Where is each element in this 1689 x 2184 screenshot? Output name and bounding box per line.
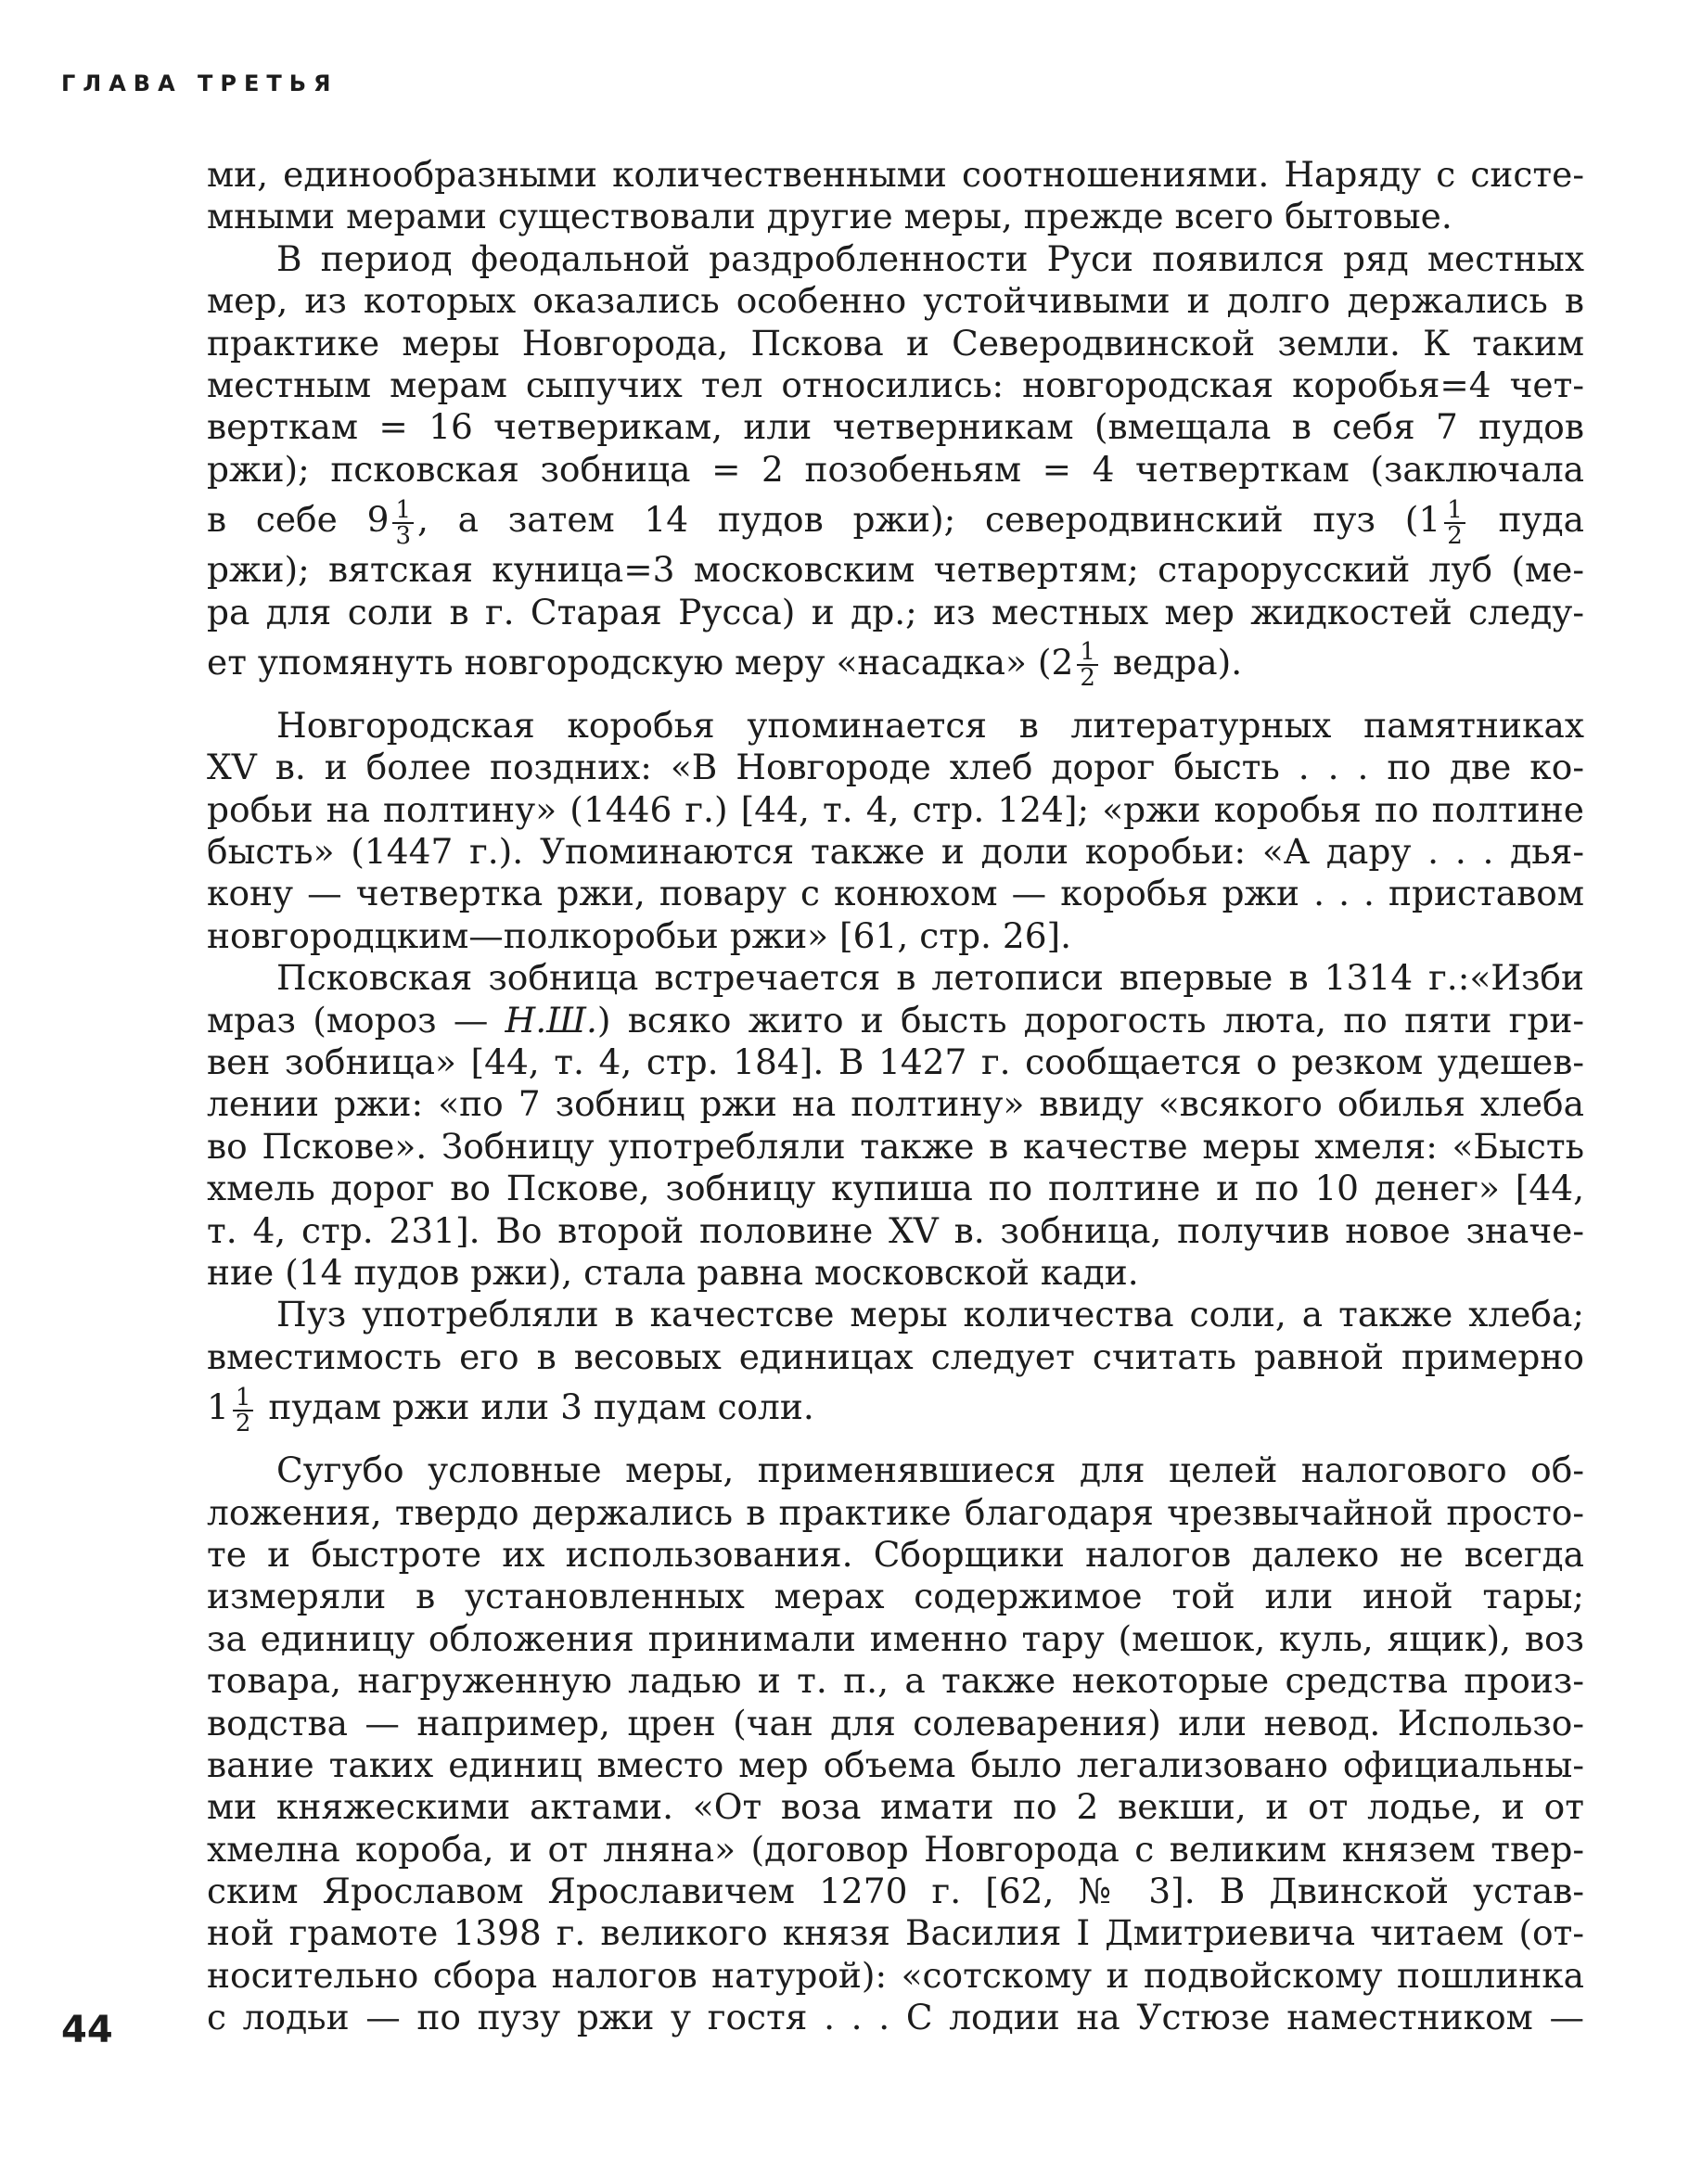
text-fragment: ведра). xyxy=(1101,641,1243,683)
text-line xyxy=(207,491,1584,549)
text-line: В период феодальной раздробленности Руси появился ряд местных xyxy=(276,237,1584,279)
text-line: ским Ярославом Ярославичем 1270 г. [62, № 3]. В Двинской устав- xyxy=(207,1871,1584,1912)
text-line: местным мерам сыпучих тел относились: новгородская коробья=4 чет- xyxy=(207,364,1584,405)
author-initials: Н.Ш. xyxy=(505,999,597,1041)
text-line: практике меры Новгорода, Пскова и Северодвинской земли. К таким xyxy=(207,322,1584,364)
text-line: ржи); вятская куница=3 московским четвертям; старорусский луб (ме- xyxy=(207,549,1584,591)
text-fragment: ) всяко жито и бысть дорогость люта, по пяти гри- xyxy=(596,999,1584,1041)
text-line: ложения, твердо держались в практике благодаря чрезвычайной просто- xyxy=(207,1491,1584,1533)
fraction-one-half xyxy=(1444,495,1465,550)
text-fragment: в себе 9 xyxy=(207,499,390,541)
text-fragment: пудам ржи или 3 пудам соли. xyxy=(257,1386,814,1428)
text-line xyxy=(207,1000,1584,1041)
fraction-denominator: 3 xyxy=(395,521,411,550)
running-head: ГЛАВА ТРЕТЬЯ xyxy=(61,70,339,96)
text-fragment: , а затем 14 пудов ржи); северодвинский пуз (1 xyxy=(416,499,1441,541)
fraction-numerator: 1 xyxy=(1077,640,1098,666)
text-line: ми, единообразными количественными соотношениями. Наряду с систе- xyxy=(207,154,1584,195)
paragraph-6 xyxy=(207,1450,1584,2038)
text-fragment: ет упомянуть новгородскую меру «насадка» (2 xyxy=(207,641,1074,683)
text-line: XV в. и более поздних: «В Новгороде хлеб дорог бысть . . . по две ко- xyxy=(207,747,1584,788)
text-line: ра для соли в г. Старая Русса) и др.; из местных мер жидкостей следу- xyxy=(207,591,1584,632)
fraction-denominator: 2 xyxy=(235,1409,251,1437)
fraction-one-third xyxy=(392,495,414,550)
text-line: Новгородская коробья упоминается в литературных памятниках xyxy=(276,704,1584,746)
body-text xyxy=(207,154,1584,2039)
text-line: вместимость его в весовых единицах следует считать равной примерно xyxy=(207,1335,1584,1377)
fraction-one-half xyxy=(1077,638,1098,693)
paragraph-2 xyxy=(207,238,1584,692)
text-line: вен зобница» [44, т. 4, стр. 184]. В 1427 г. сообщается о резком удешев- xyxy=(207,1041,1584,1083)
text-fragment: мраз (мороз — xyxy=(207,999,505,1041)
text-line: измеряли в установленных мерах содержимое той или иной тары; xyxy=(207,1576,1584,1617)
fraction-numerator: 1 xyxy=(1444,498,1465,524)
fraction-numerator: 1 xyxy=(233,1386,254,1411)
paragraph-1 xyxy=(207,154,1584,238)
text-line: ние (14 пудов ржи), стала равна московской кади. xyxy=(207,1251,1139,1293)
paragraph-3 xyxy=(207,705,1584,957)
text-fragment: пуда xyxy=(1468,499,1584,541)
text-line: верткам = 16 четверикам, или четверникам (вмещала в себя 7 пудов xyxy=(207,406,1584,448)
text-line: мными мерами существовали другие меры, прежде всего бытовые. xyxy=(207,196,1452,237)
text-line: хмелна короба, и от лняна» (договор Новгорода с великим князем твер- xyxy=(207,1828,1584,1870)
text-line: т. 4, стр. 231]. Во второй половине XV в. зобница, получив новое значе- xyxy=(207,1209,1584,1251)
fraction-one-half xyxy=(233,1383,254,1437)
text-line: хмель дорог во Пскове, зобницу купиша по полтине и по 10 денег» [44, xyxy=(207,1168,1584,1209)
text-line: ной грамоте 1398 г. великого князя Василия I Дмитриевича читаем (от- xyxy=(207,1912,1584,1954)
page-number: 44 xyxy=(61,2009,113,2051)
text-line: Псковская зобница встречается в летописи впервые в 1314 г.:«Изби xyxy=(276,957,1584,999)
text-line: во Пскове». Зобницу употребляли также в качестве меры хмеля: «Бысть xyxy=(207,1125,1584,1167)
text-line: мер, из которых оказались особенно устойчивыми и долго держались в xyxy=(207,280,1584,322)
text-line: водства — например, црен (чан для солеварения) или невод. Использо- xyxy=(207,1702,1584,1743)
text-line: ми княжескими актами. «От воза имати по 2 векши, и от лодье, и от xyxy=(207,1786,1584,1828)
text-line: ржи); псковская зобница = 2 позобеньям = 4 четверткам (заключала xyxy=(207,448,1584,490)
text-line: с лодьи — по пузу ржи у гостя . . . С лодии на Устюзе наместником — xyxy=(207,1997,1584,2038)
text-line: Пуз употребляли в качестсве меры количества соли, а также хлеба; xyxy=(276,1294,1584,1335)
text-line: новгородцким—полкоробьи ржи» [61, стр. 26]. xyxy=(207,914,1072,956)
text-line: робьи на полтину» (1446 г.) [44, т. 4, стр. 124]; «ржи коробья по полтине xyxy=(207,788,1584,830)
text-line: бысть» (1447 г.). Упоминаются также и доли коробьи: «А дару . . . дья- xyxy=(207,831,1584,873)
paragraph-4 xyxy=(207,957,1584,1294)
fraction-denominator: 2 xyxy=(1447,521,1463,550)
text-line: Сугубо условные меры, применявшиеся для целей налогового об- xyxy=(276,1450,1584,1491)
text-line: вание таких единиц вместо мер объема было легализовано официальны- xyxy=(207,1743,1584,1785)
fraction-denominator: 2 xyxy=(1080,664,1095,693)
text-line: товара, нагруженную ладью и т. п., а также некоторые средства произ- xyxy=(207,1660,1584,1702)
text-fragment: 1 xyxy=(207,1386,229,1428)
fraction-numerator: 1 xyxy=(392,498,414,524)
text-line: носительно сбора налогов натурой): «сотскому и подвойскому пошлинка xyxy=(207,1954,1584,1996)
text-line xyxy=(207,633,1584,692)
text-line: за единицу обложения принимали именно тару (мешок, куль, ящик), воз xyxy=(207,1617,1584,1659)
paragraph-5 xyxy=(207,1294,1584,1437)
text-line: те и быстроте их использования. Сборщики налогов далеко не всегда xyxy=(207,1533,1584,1575)
text-line: кону — четвертка ржи, повару с конюхом — коробья ржи . . . приставом xyxy=(207,873,1584,914)
text-line: лении ржи: «по 7 зобниц ржи на полтину» ввиду «всякого обилья хлеба xyxy=(207,1083,1584,1125)
text-line xyxy=(207,1378,1584,1437)
